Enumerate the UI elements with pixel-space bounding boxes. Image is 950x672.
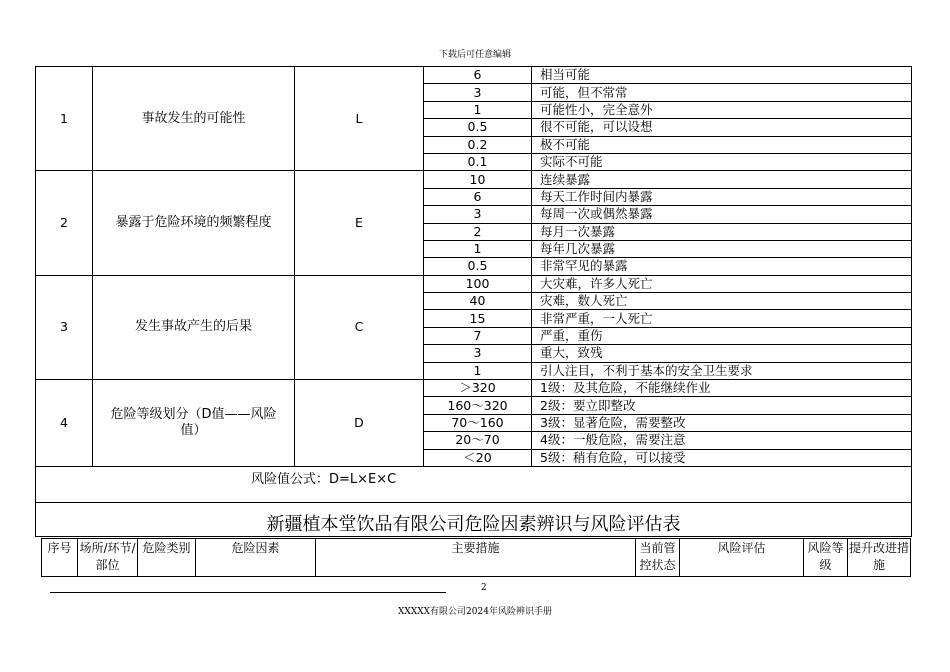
factor-value: 20～70 bbox=[424, 432, 532, 449]
factor-value: 3 bbox=[424, 206, 532, 223]
factor-value: 1 bbox=[424, 101, 532, 118]
column-header: 提升改进措施 bbox=[848, 539, 911, 577]
risk-factor-table bbox=[35, 66, 912, 467]
factor-value: 3 bbox=[424, 345, 532, 362]
factor-description: 实际不可能 bbox=[532, 153, 912, 170]
factor-description: 可能性小，完全意外 bbox=[532, 101, 912, 118]
factor-description: 引人注目，不利于基本的安全卫生要求 bbox=[532, 362, 912, 379]
factor-symbol: E bbox=[295, 171, 424, 275]
factor-value: 1 bbox=[424, 240, 532, 257]
column-header: 主要措施 bbox=[316, 539, 636, 577]
factor-name bbox=[93, 67, 295, 171]
factor-name-text: 危险等级划分（D值——风险值） bbox=[110, 407, 277, 438]
column-header: 场所/环节/部位 bbox=[78, 539, 138, 577]
factor-value: 1 bbox=[424, 362, 532, 379]
factor-description: 灾难，数人死亡 bbox=[532, 293, 912, 310]
factor-name-text: 暴露于危险环境的频繁程度 bbox=[115, 215, 272, 231]
factor-number: 3 bbox=[36, 275, 93, 379]
factor-value: 0.2 bbox=[424, 136, 532, 153]
page-number: 2 bbox=[481, 583, 487, 593]
column-header: 危险类别 bbox=[138, 539, 196, 577]
factor-value: 3 bbox=[424, 84, 532, 101]
factor-row bbox=[36, 275, 912, 292]
factor-value: ＞320 bbox=[424, 380, 532, 397]
factor-value: ＜20 bbox=[424, 449, 532, 466]
factor-value: 0.1 bbox=[424, 153, 532, 170]
factor-description: 非常罕见的暴露 bbox=[532, 258, 912, 275]
factor-description: 可能，但不常常 bbox=[532, 84, 912, 101]
factor-description: 大灾难，许多人死亡 bbox=[532, 275, 912, 292]
factor-value: 100 bbox=[424, 275, 532, 292]
factor-description: 相当可能 bbox=[532, 67, 912, 84]
factor-value: 6 bbox=[424, 188, 532, 205]
factor-number: 4 bbox=[36, 380, 93, 467]
factor-description: 很不可能，可以设想 bbox=[532, 119, 912, 136]
factor-description: 3级：显著危险，需要整改 bbox=[532, 414, 912, 431]
column-header: 风险评估 bbox=[680, 539, 804, 577]
formula-row bbox=[35, 466, 912, 503]
factor-name bbox=[93, 380, 295, 467]
factor-name-text: 发生事故产生的后果 bbox=[134, 319, 252, 335]
factor-description: 1级：及其危险，不能继续作业 bbox=[532, 380, 912, 397]
factor-value: 15 bbox=[424, 310, 532, 327]
factor-name bbox=[93, 275, 295, 379]
factor-symbol: D bbox=[295, 380, 424, 467]
header-note: 下载后可任意编辑 bbox=[438, 50, 511, 60]
factor-value: 70～160 bbox=[424, 414, 532, 431]
title-row bbox=[35, 502, 912, 537]
factor-symbol: C bbox=[295, 275, 424, 379]
factor-row bbox=[36, 67, 912, 84]
factor-description: 重大，致残 bbox=[532, 345, 912, 362]
factor-value: 7 bbox=[424, 327, 532, 344]
factor-description: 2级：要立即整改 bbox=[532, 397, 912, 414]
factor-name-text: 事故发生的可能性 bbox=[141, 110, 246, 126]
factor-value: 40 bbox=[424, 293, 532, 310]
factor-description: 4级：一般危险，需要注意 bbox=[532, 432, 912, 449]
footer-text: XXXXX有限公司2024年风险辨识手册 bbox=[398, 607, 552, 617]
factor-description: 严重，重伤 bbox=[532, 327, 912, 344]
column-header: 风险等级 bbox=[804, 539, 848, 577]
column-header: 当前管控状态 bbox=[636, 539, 680, 577]
factor-number: 1 bbox=[36, 67, 93, 171]
factor-name bbox=[93, 171, 295, 275]
column-header: 危险因素 bbox=[196, 539, 316, 577]
factor-value: 0.5 bbox=[424, 119, 532, 136]
formula-text: 风险值公式：D=L×E×C bbox=[251, 472, 397, 487]
factor-number: 2 bbox=[36, 171, 93, 275]
table-title: 新疆植本堂饮品有限公司危险因素辨识与风险评估表 bbox=[266, 514, 681, 535]
factor-description: 5级：稍有危险，可以接受 bbox=[532, 449, 912, 466]
factor-value: 2 bbox=[424, 223, 532, 240]
factor-description: 连续暴露 bbox=[532, 171, 912, 188]
factor-value: 0.5 bbox=[424, 258, 532, 275]
footer-rule bbox=[50, 592, 446, 593]
factor-description: 极不可能 bbox=[532, 136, 912, 153]
factor-value: 10 bbox=[424, 171, 532, 188]
factor-description: 非常严重，一人死亡 bbox=[532, 310, 912, 327]
factor-row bbox=[36, 171, 912, 188]
factor-description: 每天工作时间内暴露 bbox=[532, 188, 912, 205]
factor-description: 每周一次或偶然暴露 bbox=[532, 206, 912, 223]
factor-row bbox=[36, 380, 912, 397]
factor-description: 每月一次暴露 bbox=[532, 223, 912, 240]
factor-description: 每年几次暴露 bbox=[532, 240, 912, 257]
column-header: 序号 bbox=[42, 539, 78, 577]
factor-value: 6 bbox=[424, 67, 532, 84]
factor-symbol: L bbox=[295, 67, 424, 171]
assessment-header-table bbox=[41, 538, 911, 577]
factor-value: 160～320 bbox=[424, 397, 532, 414]
